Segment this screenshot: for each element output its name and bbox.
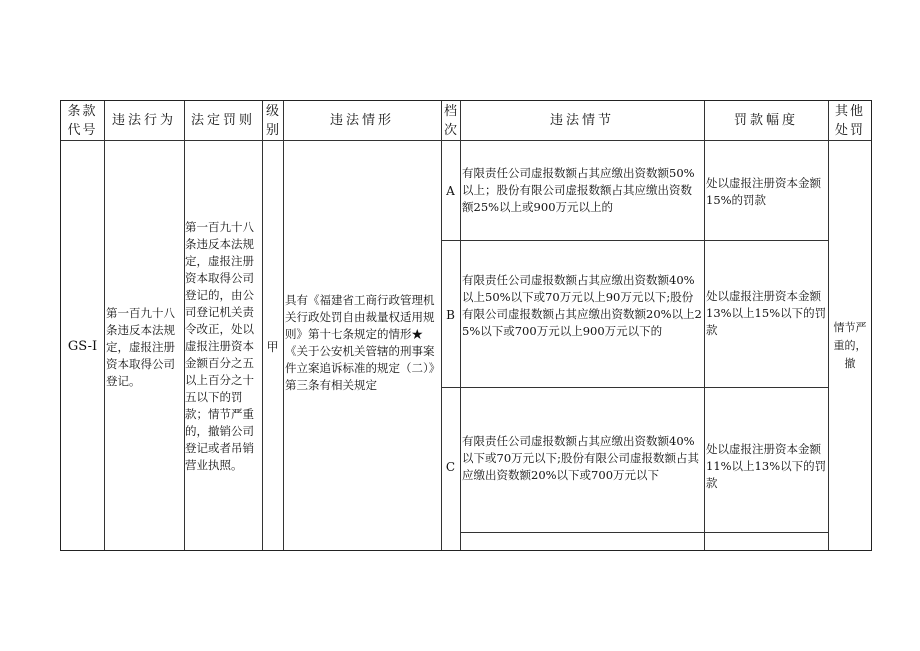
- tier-divider: [441, 387, 828, 388]
- header-code: 条款代号: [67, 103, 98, 138]
- tier-detail: 有限责任公司虚报数额占其应缴出资数额50%以上；股份有限公司虚报数额占其应缴出资数额25%以上或900万元以上的: [462, 166, 695, 214]
- legal-rule: 第一百九十八条违反本法规定，虚报注册资本取得公司登记的，由公司登记机关责令改正，处以虚报注册资本金额百分之五以上百分之十五以下的罚款；情节严重的，撤销公司登记或者吊销营业执照。: [185, 220, 254, 472]
- header-other: 其他处罚: [834, 103, 865, 138]
- header-level: 级别: [265, 103, 279, 138]
- tier-divider: [441, 240, 828, 241]
- header-grade: 档次: [443, 103, 457, 138]
- clause-code: GS-I: [67, 338, 98, 354]
- tier-inner-divider: [460, 532, 828, 533]
- header-detail: 违法情节: [549, 113, 614, 128]
- tier-detail: 有限责任公司虚报数额占其应缴出资数额40%以下或70万元以下;股份有限公司虚报数额占其应缴出资数额20%以下或700万元以下: [462, 434, 700, 482]
- other-penalty: 情节严重的，撤: [833, 321, 867, 370]
- violation-act: 第一百九十八条违反本法规定，虚报注册资本取得公司登记。: [106, 306, 175, 388]
- level-value: 甲: [266, 339, 279, 354]
- violation-situation: 具有《福建省工商行政管理机关行政处罚自由裁量权适用规则》第十七条规定的情形★《关于公安机关管辖的刑事案件立案追诉标准的规定（二）》第三条有相关规定: [285, 293, 435, 392]
- penalty-table: [60, 100, 872, 551]
- col-divider: [283, 101, 284, 550]
- tier-grade: A: [446, 184, 455, 198]
- header-divider: [61, 140, 871, 141]
- tier-grade: B: [446, 308, 455, 322]
- tier-fine: 处以虚报注册资本金额13%以上15%以下的罚款: [706, 289, 827, 337]
- tier-fine: 处以虚报注册资本金额15%的罚款: [706, 176, 821, 207]
- header-situation: 违法情形: [329, 113, 394, 128]
- col-divider: [704, 101, 705, 550]
- tier-detail: 有限责任公司虚报数额占其应缴出资数额40%以上50%以下或70万元以上90万元以下;股份有限公司虚报数额占其应缴出资数额20%以上25%以下或700万元以上900万元以下的: [462, 273, 702, 338]
- header-fine: 罚款幅度: [733, 113, 798, 128]
- header-act: 违法行为: [111, 113, 176, 128]
- tier-fine: 处以虚报注册资本金额11%以上13%以下的罚款: [706, 442, 827, 490]
- col-divider: [104, 101, 105, 550]
- col-divider: [460, 101, 461, 550]
- header-rule: 法定罚则: [190, 113, 255, 128]
- tier-grade: C: [445, 460, 456, 474]
